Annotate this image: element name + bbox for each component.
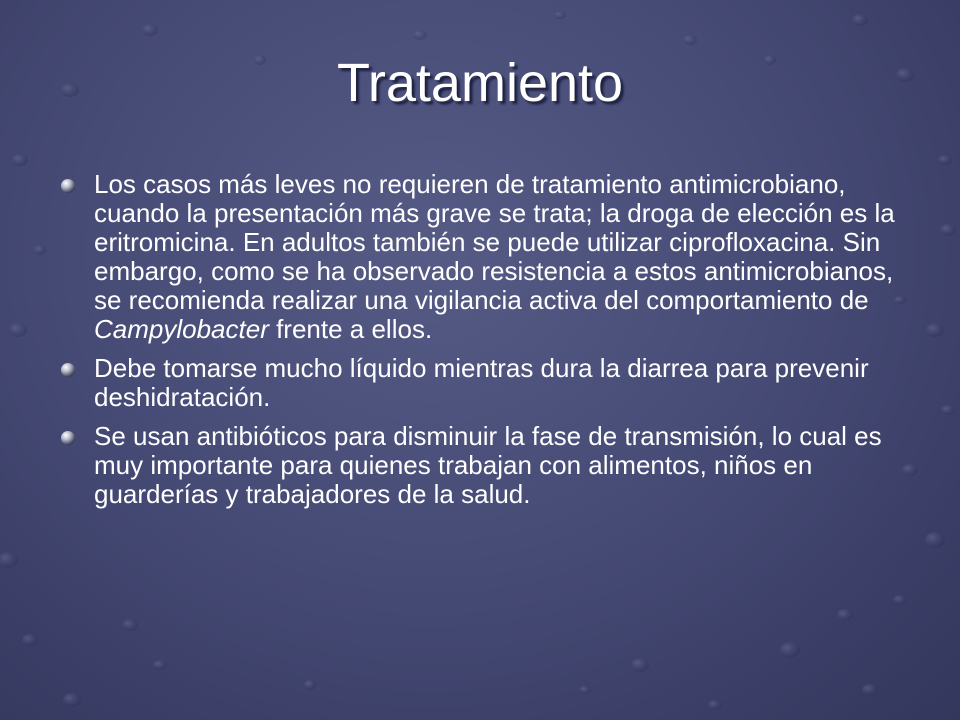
- sphere-bullet-icon: [60, 362, 76, 378]
- bullet-list: [60, 170, 900, 519]
- sphere-bullet-icon: [60, 178, 76, 194]
- bullet-text: frente a ellos.: [268, 314, 433, 344]
- bullet-text: Se usan antibióticos para disminuir la fase de transmisión, lo cual es muy importante para quienes trabajan con alimentos, niños en guarderías y trabajadores de la salud.: [94, 421, 882, 509]
- bullet-item: [60, 422, 900, 509]
- bullet-text-italic: Campylobacter: [94, 314, 269, 344]
- bullet-text: Los casos más leves no requieren de tratamiento antimicrobiano, cuando la presentación más grave se trata; la droga de elección es la eritromicina. En adultos también se puede utilizar ciprofloxacina. Sin embargo, como se ha observado resistencia a estos antimicrobianos, se recomienda realizar una vigilancia activa del comportamiento de: [94, 169, 895, 315]
- sphere-bullet-icon: [60, 430, 76, 446]
- bullet-item: [60, 170, 900, 344]
- bullet-item: [60, 354, 900, 412]
- slide-title: Tratamiento: [336, 53, 624, 113]
- bullet-text: Debe tomarse mucho líquido mientras dura la diarrea para prevenir deshidratación.: [94, 353, 869, 412]
